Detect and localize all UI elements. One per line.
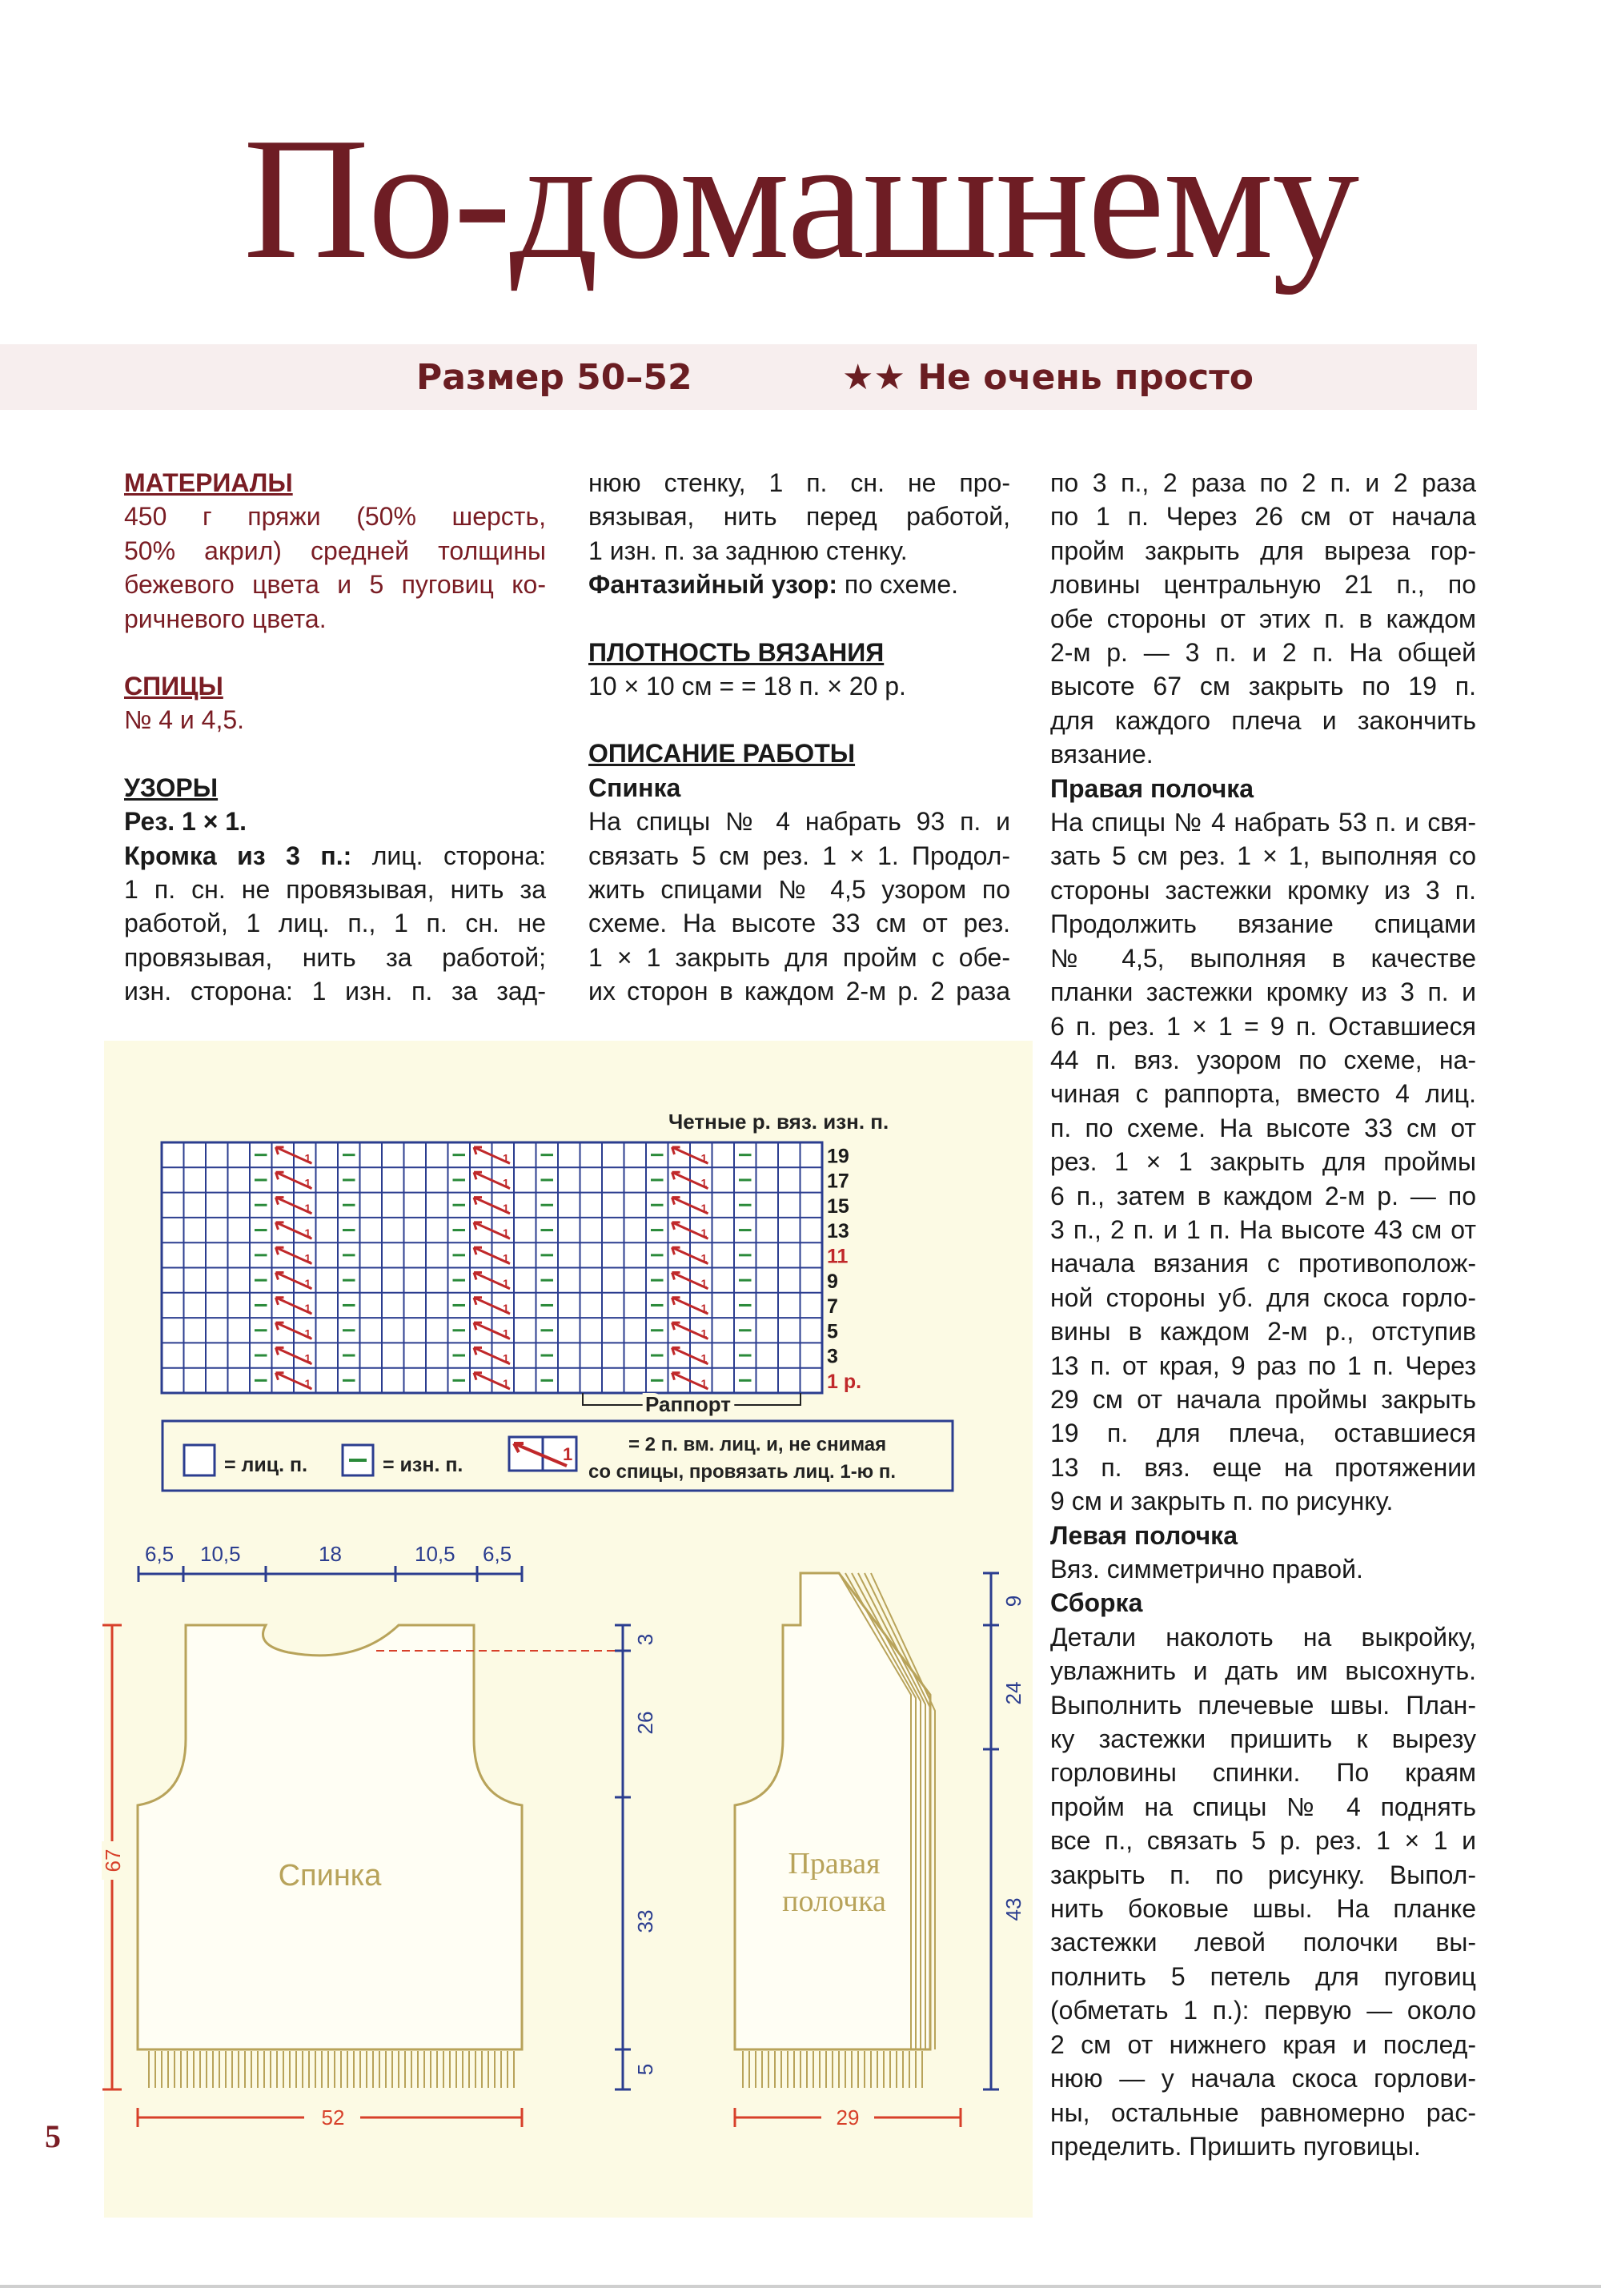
cross-stitch-number: 1 <box>700 1251 708 1265</box>
chart-row-label: 3 <box>827 1345 838 1368</box>
text-line: 29 см от начала проймы закрыть <box>1050 1384 1476 1414</box>
text-line: нюю — у начала скоса горлови- <box>1050 2064 1476 2093</box>
text-line: 13 п. вяз. еще на протяжении <box>1050 1452 1476 1482</box>
page-number: 5 <box>45 2118 61 2154</box>
front-ribbing <box>743 2051 922 2088</box>
dim-label: 5 <box>633 2063 657 2076</box>
text-line: 3 п., 2 п. и 1 п. На высоте 43 см от <box>1050 1214 1476 1244</box>
gauge-heading: ПЛОТНОСТЬ ВЯЗАНИЯ <box>588 637 885 667</box>
legend-cross-text-1: = 2 п. вм. лиц. и, не снимая <box>628 1434 887 1455</box>
dim-label: 10,5 <box>415 1542 455 1566</box>
cross-stitch-number: 1 <box>503 1226 509 1240</box>
text-line: чиная с раппорта, вместо 4 лиц. <box>1050 1079 1476 1109</box>
text-line: по 1 п. Через 26 см от начала <box>1050 502 1476 532</box>
text-line: п. по схеме. На высоте 33 см от <box>1050 1113 1476 1142</box>
text-line: вязание. <box>1050 740 1154 769</box>
page-title: По-домашнему <box>243 102 1358 295</box>
back-side-dimensions <box>615 1625 657 2089</box>
back-heading: Спинка <box>588 773 681 802</box>
chart-row-label: 15 <box>827 1194 849 1218</box>
dim-label: 3 <box>633 1633 657 1646</box>
cross-stitch-number: 1 <box>503 1151 509 1165</box>
back-top-dimensions <box>138 1542 522 1582</box>
legend-cross-text-2: со спицы, провязать лиц. 1-ю п. <box>588 1461 897 1483</box>
text-line: начала вязания с противополож- <box>1050 1249 1476 1278</box>
work-heading: ОПИСАНИЕ РАБОТЫ <box>588 739 856 769</box>
dim-label: 67 <box>101 1848 125 1873</box>
text-line: пройм закрыть для выреза гор- <box>1050 536 1476 565</box>
cross-stitch-number: 1 <box>503 1201 509 1214</box>
legend-knit-symbol <box>184 1445 215 1475</box>
cross-stitch-number: 1 <box>304 1151 311 1165</box>
materials-heading: МАТЕРИАЛЫ <box>124 468 293 497</box>
cross-stitch-number: 1 <box>503 1251 509 1265</box>
text-line: зать 5 см рез. 1 × 1, выполняя со <box>1050 841 1476 871</box>
text-line: пределить. Пришить пуговицы. <box>1050 2131 1421 2161</box>
text-line: закрыть п. по рисунку. Выпол- <box>1050 1860 1476 1889</box>
cross-stitch-number: 1 <box>304 1351 311 1365</box>
back-piece-label: Спинка <box>278 1859 382 1893</box>
cross-stitch-number: 1 <box>304 1302 311 1315</box>
chart-row-label: 13 <box>827 1220 849 1243</box>
text-line: ны, остальные равномерно рас- <box>1050 2097 1476 2127</box>
materials-line: бежевого цвета и 5 пуговиц ко- <box>124 570 546 600</box>
front-piece-label-1: Правая <box>788 1847 881 1881</box>
cross-stitch-number: 1 <box>700 1377 708 1390</box>
text-line: увлажнить и дать им высохнуть. <box>1050 1656 1476 1686</box>
text-line: горловины спинки. По краям <box>1050 1758 1476 1788</box>
text-line: 2-м р. — 3 п. и 2 п. На общей <box>1050 638 1476 668</box>
text-line: 6 п. рез. 1 × 1 = 9 п. Оставшиеся <box>1050 1011 1476 1041</box>
back-line: схеме. На высоте 33 см от рез. <box>588 909 1010 938</box>
text-line: № 4,5, выполняя в качестве <box>1050 943 1476 973</box>
dim-label: 10,5 <box>200 1542 241 1566</box>
chart-row-label: 7 <box>827 1295 838 1319</box>
cross-stitch-number: 1 <box>700 1302 708 1315</box>
chart-row-label: 11 <box>827 1245 849 1268</box>
chart-row-label: 19 <box>827 1145 849 1168</box>
cross-stitch-number: 1 <box>304 1251 311 1265</box>
chart-row-label: 9 <box>827 1270 838 1293</box>
legend-knit-text: = лиц. п. <box>224 1454 308 1476</box>
text-line: обе стороны от этих п. в каждом <box>1050 604 1476 633</box>
text-line: высоте 67 см закрыть по 19 п. <box>1050 672 1476 701</box>
text-line: для каждого плеча и закончить <box>1050 705 1476 735</box>
text-line: 6 п., затем в каждом 2-м р. — по <box>1050 1181 1476 1210</box>
dim-label: 9 <box>1001 1595 1025 1608</box>
text-line: Детали наколоть на выкройку, <box>1050 1622 1476 1652</box>
text-line: (обметать 1 п.): первую — около <box>1050 1996 1476 2025</box>
cross-stitch-number: 1 <box>304 1377 311 1390</box>
text-line: нить боковые швы. На планке <box>1050 1894 1476 1924</box>
back-height-dimension <box>101 1625 125 2089</box>
text-line: ловины центральную 21 п., по <box>1050 570 1476 600</box>
cross-stitch-number: 1 <box>700 1201 708 1214</box>
back-ribbing <box>149 2051 514 2088</box>
back-line: их сторон в каждом 2-м р. 2 раза <box>588 977 1010 1006</box>
text-line: пройм на спицы № 4 поднять <box>1050 1792 1476 1821</box>
text-line: по 3 п., 2 раза по 2 п. и 2 раза <box>1050 468 1476 497</box>
pattern-edge-line: провязывая, нить за работой; <box>124 942 546 972</box>
cross-stitch-number: 1 <box>700 1176 708 1190</box>
cross-stitch-number: 1 <box>503 1351 509 1365</box>
cross-stitch-number: 1 <box>304 1276 311 1290</box>
pattern-edge-line: изн. сторона: 1 изн. п. за зад- <box>124 977 546 1006</box>
patterns-heading: УЗОРЫ <box>124 773 219 802</box>
chart-grid <box>162 1142 822 1393</box>
right-front-piece <box>735 1573 935 2088</box>
materials-line: ричневого цвета. <box>124 604 327 633</box>
text-line: планки застежки кромку из 3 п. и <box>1050 977 1476 1007</box>
text-line: Выполнить плечевые швы. План- <box>1050 1690 1476 1720</box>
cross-stitch-number: 1 <box>700 1351 708 1365</box>
pattern-edge: Кромка из 3 п.: лиц. сторона: <box>124 841 547 870</box>
gauge-text: 10 × 10 см = = 18 п. × 20 р. <box>588 672 906 701</box>
chart-header: Четные р. вяз. изн. п. <box>668 1110 889 1134</box>
bottom-rule <box>0 2285 1601 2288</box>
front-piece-label-2: полочка <box>782 1885 886 1918</box>
dim-label: 18 <box>319 1542 342 1566</box>
back-line: связать 5 см рез. 1 × 1. Продол- <box>588 841 1010 870</box>
text-line: 2 см от нижнего края и послед- <box>1050 2029 1476 2059</box>
cross-stitch-number: 1 <box>700 1276 708 1290</box>
back-line: 1 × 1 закрыть для пройм с обе- <box>588 942 1010 972</box>
front-width-dimension <box>735 2104 961 2131</box>
rapport-label: Раппорт <box>645 1392 732 1416</box>
cross-stitch-number: 1 <box>304 1327 311 1340</box>
back-width-dimension <box>138 2104 522 2131</box>
legend-cross-symbol <box>509 1437 576 1471</box>
materials-line: 450 г пряжи (50% шерсть, <box>124 502 546 532</box>
fancy-pattern: Фантазийный узор: по схеме. <box>588 570 959 600</box>
left-front-text: Вяз. симметрично правой. <box>1050 1555 1363 1584</box>
front-side-dimensions <box>983 1573 1025 2089</box>
cross-stitch-number: 1 <box>503 1276 509 1290</box>
back-line: На спицы № 4 набрать 93 п. и <box>588 807 1010 837</box>
chart-row-labels <box>827 1145 861 1393</box>
dim-label: 24 <box>1001 1681 1025 1705</box>
left-front-heading: Левая полочка <box>1050 1520 1238 1550</box>
cross-stitch-number: 1 <box>503 1327 509 1340</box>
cross-stitch-number: 1 <box>304 1201 311 1214</box>
chart-row-label: 5 <box>827 1320 838 1343</box>
text-line: Продолжить вязание спицами <box>1050 909 1476 939</box>
back-piece <box>138 1625 616 2088</box>
needles-text: № 4 и 4,5. <box>124 705 245 735</box>
text-line: ку застежки пришить к вырезу <box>1050 1724 1476 1754</box>
dim-label: 6,5 <box>483 1542 512 1566</box>
text-line: стороны застежки кромку из 3 п. <box>1050 875 1476 905</box>
back-line: жить спицами № 4,5 узором по <box>588 875 1010 905</box>
text-line: На спицы № 4 набрать 53 п. и свя- <box>1050 808 1476 837</box>
text-line: 9 см и закрыть п. по рисунку. <box>1050 1487 1394 1516</box>
cross-stitch-number: 1 <box>503 1377 509 1390</box>
dim-label: 43 <box>1001 1897 1025 1921</box>
legend-purl-text: = изн. п. <box>383 1454 463 1476</box>
pattern-edge-line: работой, 1 лиц. п., 1 п. сн. не <box>124 909 546 938</box>
pattern-edge-line: 1 п. сн. не провязывая, нить за <box>124 875 546 905</box>
text-line: все п., связать 5 р. рез. 1 × 1 и <box>1050 1826 1476 1856</box>
right-front-heading: Правая полочка <box>1050 773 1254 803</box>
cross-stitch-number: 1 <box>503 1176 509 1190</box>
text-line: 13 п. от края, 9 раз по 1 п. Через <box>1050 1351 1476 1380</box>
chart-row-label: 17 <box>827 1170 849 1193</box>
dim-label: 6,5 <box>145 1542 175 1566</box>
dim-label: 29 <box>836 2105 860 2129</box>
text-line: застежки левой полочки вы- <box>1050 1928 1476 1957</box>
assembly-heading: Сборка <box>1050 1588 1143 1618</box>
size-label: Размер 50–52 <box>416 357 692 398</box>
text-line: вины в каждом 2-м р., отступив <box>1050 1317 1476 1347</box>
text-line: 19 п. для плеча, оставшиеся <box>1050 1419 1476 1448</box>
cross-stitch-number: 1 <box>700 1151 708 1165</box>
cross-stitch-number: 1 <box>700 1327 708 1340</box>
cross-stitch-number: 1 <box>304 1226 311 1240</box>
needles-heading: СПИЦЫ <box>124 672 223 701</box>
text-line: нюю стенку, 1 п. сн. не про- <box>588 468 1010 497</box>
chart-row-label: 1 р. <box>827 1371 862 1393</box>
text-line: 44 п. вяз. узором по схеме, на- <box>1050 1045 1476 1074</box>
materials-line: 50% акрил) средней толщины <box>124 536 546 565</box>
cross-stitch-number: 1 <box>700 1226 708 1240</box>
cross-stitch-number: 1 <box>304 1176 311 1190</box>
dim-label: 26 <box>633 1711 657 1735</box>
cross-stitch-number: 1 <box>503 1302 509 1315</box>
pattern-rib: Рез. 1 × 1. <box>124 807 247 837</box>
text-line: 1 изн. п. за заднюю стенку. <box>588 536 908 565</box>
text-line: полнить 5 петель для пуговиц <box>1050 1961 1476 1991</box>
dim-label: 52 <box>321 2105 345 2129</box>
text-line: вязывая, нить перед работой, <box>588 502 1010 532</box>
difficulty-label: ★★ Не очень просто <box>842 357 1254 398</box>
dim-label: 33 <box>633 1909 657 1933</box>
stitch-chart <box>162 1110 953 1491</box>
text-line: рез. 1 × 1 закрыть для проймы <box>1050 1147 1476 1177</box>
svg-text:1: 1 <box>563 1444 573 1464</box>
text-line: ной стороны уб. для скоса горло- <box>1050 1282 1476 1312</box>
